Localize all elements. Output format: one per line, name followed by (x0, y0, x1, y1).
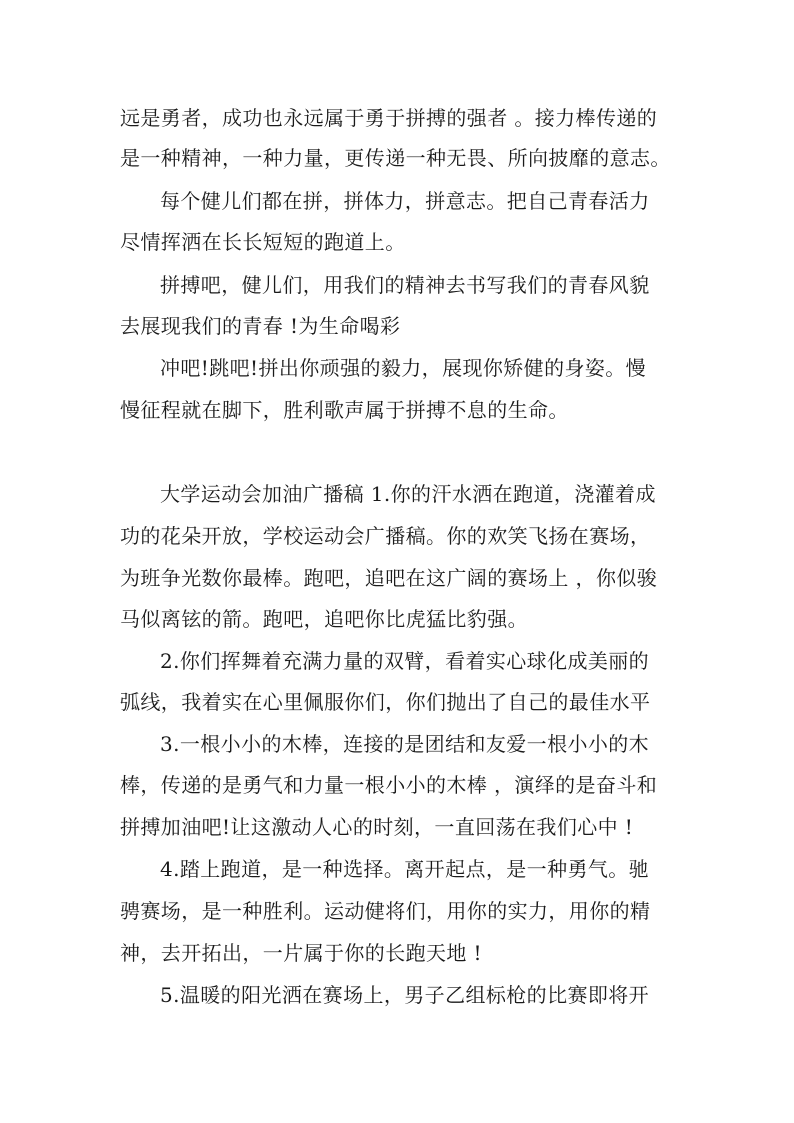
text-line: 是一种精神，一种力量，更传递一种无畏、所向披靡的意志。 (120, 146, 671, 170)
text-line: 每个健儿们都在拼，拼体力，拼意志。把自己青春活力 (160, 189, 650, 213)
text-line: 棒，传递的是勇气和力量一根小小的木棒 ，演绎的是奋斗和 (120, 773, 658, 797)
text-line: 2.你们挥舞着充满力量的双臂，看着实心球化成美丽的 (160, 649, 650, 673)
text-line: 拼搏吧，健儿们，用我们的精神去书写我们的青春风貌 (160, 273, 650, 297)
text-line: 冲吧!跳吧!拼出你顽强的毅力，展现你矫健的身姿。慢 (160, 356, 647, 380)
text-line: 功的花朵开放，学校运动会广播稿。你的欢笑飞扬在赛场， (120, 524, 651, 548)
text-line: 4.踏上跑道，是一种选择。离开起点，是一种勇气。驰 (160, 857, 650, 881)
text-line: 为班争光数你最棒。跑吧，追吧在这广阔的赛场上 ，你似骏 (120, 566, 658, 590)
text-line: 慢征程就在脚下，胜利歌声属于拼搏不息的生命。 (120, 398, 569, 422)
text-line: 骋赛场，是一种胜利。运动健将们，用你的实力，用你的精 (120, 899, 651, 923)
text-line: 远是勇者，成功也永远属于勇于拼搏的强者 。接力棒传递的 (120, 106, 658, 130)
text-line: 去展现我们的青春 !为生命喝彩 (120, 314, 401, 338)
text-line: 弧线，我着实在心里佩服你们，你们抛出了自己的最佳水平 (120, 690, 651, 714)
text-line: 尽情挥洒在长长短短的跑道上。 (120, 230, 406, 254)
text-line: 5.温暖的阳光洒在赛场上，男子乙组标枪的比赛即将开 (160, 983, 650, 1007)
text-line: 马似离铉的箭。跑吧，追吧你比虎猛比豹强。 (120, 607, 528, 631)
text-line: 神，去开拓出，一片属于你的长跑天地 ! (120, 941, 482, 965)
text-line: 大学运动会加油广播稿 1.你的汗水洒在跑道，浇灌着成 (160, 482, 656, 506)
text-line: 拼搏加油吧!让这激动人心的时刻，一直回荡在我们心中 ! (120, 815, 634, 839)
text-line: 3.一根小小的木棒，连接的是团结和友爱一根小小的木 (160, 732, 650, 756)
